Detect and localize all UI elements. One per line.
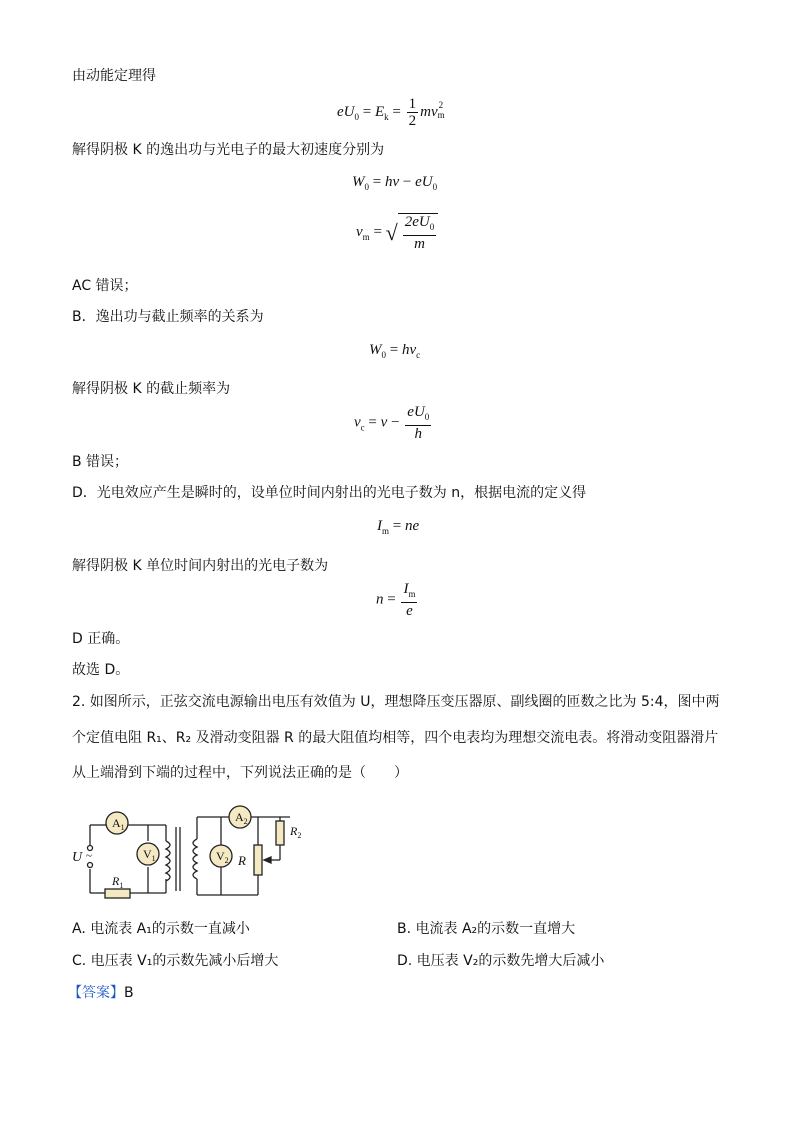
option-a: A. 电流表 A₁的示数一直减小 [72,921,250,937]
text-line: AC 错误； [72,278,138,294]
text-line: D．光电效应产生是瞬时的，设单位时间内射出的光电子数为 n，根据电流的定义得 [72,485,587,501]
text-line: 解得阴极 K 单位时间内射出的光电子数为 [72,558,329,574]
equation-cutoff-relation: $W_0 = h\nu_c$ [369,342,421,360]
question-text: 从上端滑到下端的过程中，下列说法正确的是（ ） [72,765,408,781]
text-line: D 正确。 [72,631,130,647]
resistor-r2-label: $R_2$ [290,824,302,840]
option-d: D. 电压表 V₂的示数先增大后减小 [397,953,605,969]
answer-tag: 【答案】 [68,985,124,1001]
text-line: 解得阴极 K 的截止频率为 [72,381,231,397]
text-line: B．逸出功与截止频率的关系为 [72,309,264,325]
answer-line [68,983,134,1003]
text-line: 由动能定理得 [72,68,156,84]
ammeter-a2-label: $A_2$ [235,810,248,826]
answer-value: B [124,985,134,1001]
text-line: 故选 D。 [72,662,130,678]
option-c: C. 电压表 V₁的示数先减小后增大 [72,953,279,969]
question-text: 个定值电阻 R₁、R₂ 及滑动变阻器 R 的最大阻值均相等，四个电表均为理想交流电表。将滑动变阻器滑片 [72,730,719,746]
source-voltage-label: U [72,850,83,865]
voltmeter-v1-label: $V_1$ [143,847,156,863]
equation-kinetic-energy: $eU_0 = E_k$ = $\frac{1}{2}$ $mv_m^2$ [337,96,445,129]
equation-current: $I_m$ = ne [377,518,420,536]
resistor-r1-label: $R_1$ [112,874,124,890]
option-b: B. 电流表 A₂的示数一直增大 [397,921,576,937]
question-text: 2. 如图所示，正弦交流电源输出电压有效值为 U，理想降压变压器原、副线圈的匝数之比为 5:4，图中两 [72,694,720,710]
rheostat-r-label: R [238,853,246,868]
text-line: B 错误； [72,454,129,470]
circuit-diagram [68,795,318,907]
equation-work-function: $W_0 = h\nu - eU_0$ [352,174,438,192]
equation-cutoff-frequency: $\nu_c = \nu$ − $\frac{eU_0}{h}$ [354,404,430,442]
equation-electron-count: n = $\frac{I_m}{e}$ [376,581,416,619]
text-line: 解得阴极 K 的逸出功与光电子的最大初速度分别为 [72,142,385,158]
equation-max-velocity: $v_m$ = √ $\frac{2eU_0}{m}$ [356,213,438,252]
voltmeter-v2-label: $V_2$ [216,849,229,865]
ac-symbol: ~ [86,850,92,862]
ammeter-a1-label: $A_1$ [112,816,125,832]
